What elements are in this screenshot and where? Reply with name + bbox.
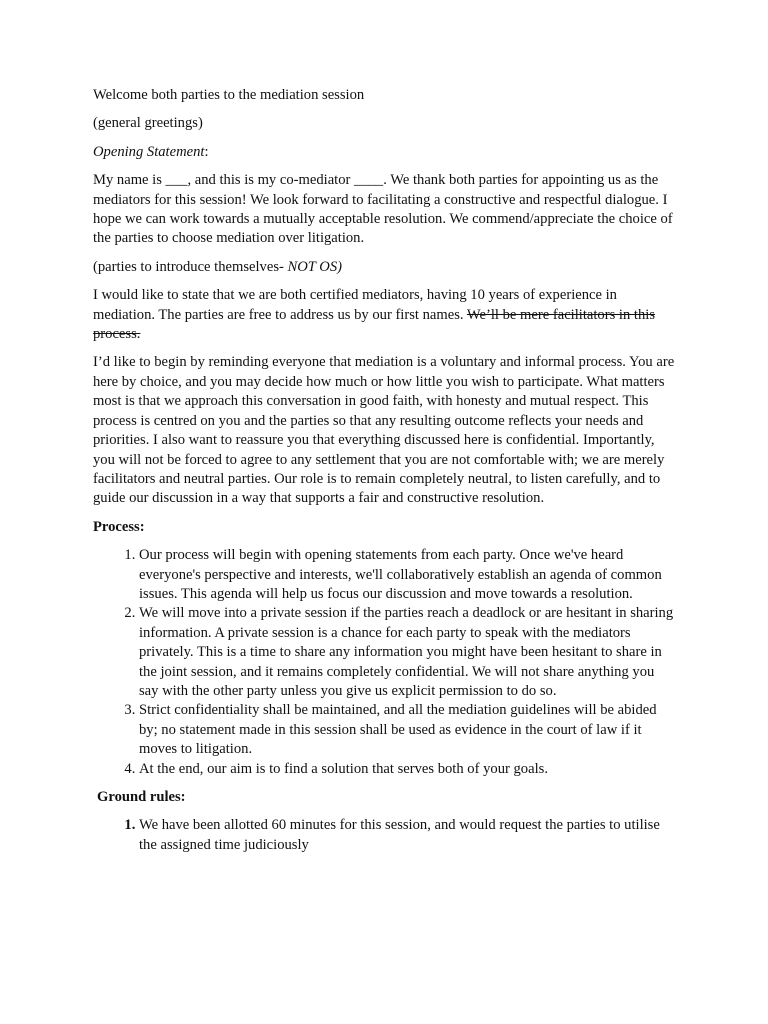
certified-paragraph bbox=[93, 286, 677, 344]
opening-statement-label: Opening Statement bbox=[93, 143, 205, 160]
ground-rules-list bbox=[93, 816, 677, 855]
certified-text: I would like to state that we are both certified mediators, having 10 years of experience in mediation. The parties are free to address us by our first names. bbox=[93, 287, 617, 323]
process-item-1: 1. Our process will begin with opening statements from each party. Once we've heard everyone's perspective and interests, we'll collaboratively establish an agenda of common issues. This agenda will help us focus our discussion and move towards a resolution. bbox=[139, 546, 677, 604]
document-page bbox=[93, 86, 677, 864]
opening-paragraph: My name is ___, and this is my co-mediator ____. We thank both parties for appointing us as the mediators for this session! We look forward to facilitating a constructive and respectful dialogue. I hope we can work towards a mutually acceptable resolution. We commend/appreciate the choice of the parties to choose mediation over litigation. bbox=[93, 172, 673, 247]
process-item-2: 2. We will move into a private session if the parties reach a deadlock or are hesitant in sharing information. A private session is a chance for each party to speak with the mediators privately. This is a time to share any information you might have been hesitant to share in the joint session, and it remains completely confidential. We will not share anything you say with the other party unless you give us explicit permission to do so. bbox=[139, 604, 677, 701]
welcome-line: Welcome both parties to the mediation session bbox=[93, 87, 365, 103]
introduce-note: NOT OS) bbox=[287, 258, 343, 275]
struck-text: We’ll be mere facilitators in this process. bbox=[93, 306, 655, 343]
process-item-3: 3. Strict confidentiality shall be maintained, and all the mediation guidelines will be abided by; no statement made in this session shall be used as evidence in the court of law if it moves to litigation. bbox=[139, 701, 677, 759]
opening-statement-heading bbox=[93, 143, 677, 162]
introduce-prefix: (parties to introduce themselves- bbox=[93, 258, 288, 275]
opening-statement-colon: : bbox=[204, 143, 209, 160]
process-list bbox=[93, 546, 677, 779]
ground-rules-heading-text: Ground rules: bbox=[97, 789, 186, 805]
greetings-line: (general greetings) bbox=[93, 115, 203, 132]
process-heading-text: Process: bbox=[93, 518, 145, 535]
ground-rules-heading bbox=[93, 788, 677, 807]
process-item-4: 4. At the end, our aim is to find a solution that serves both of your goals. bbox=[139, 760, 677, 779]
ground-rule-item-1: 1. We have been allotted 60 minutes for this session, and would request the parties to utilise the assigned time judiciously bbox=[139, 816, 677, 855]
reminder-paragraph: I’d like to begin by reminding everyone that mediation is a voluntary and informal process. You are here by choice, and you may decide how much or how little you wish to participate. What matters most is that we approach this conversation in good faith, with honesty and mutual respect. This process is centred on you and the parties so that any resulting outcome reflects your needs and priorities. I also want to reassure you that everything discussed here is confidential. Importantly, you will not be forced to agree to any settlement that you are not comfortable with; we are merely facilitators and neutral parties. Our role is to remain completely neutral, to listen carefully, and to guide our discussion in a way that supports a fair and constructive resolution. bbox=[93, 354, 675, 507]
process-heading bbox=[93, 518, 677, 537]
introduce-line bbox=[93, 258, 677, 277]
